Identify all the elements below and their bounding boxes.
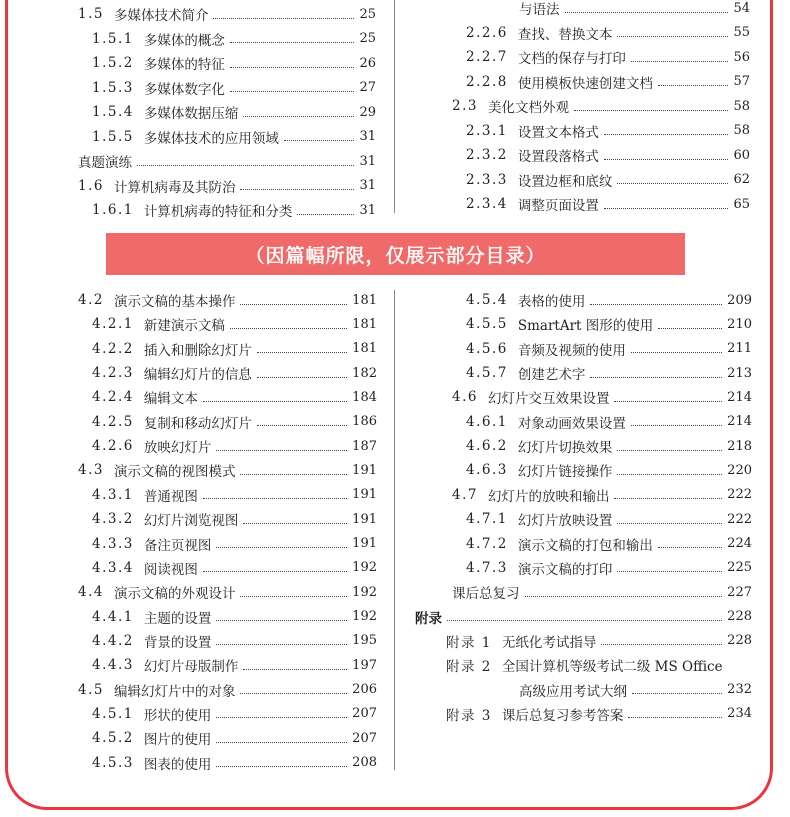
toc-page-number: 192 <box>352 560 377 576</box>
toc-title: 备注页视图 <box>143 537 212 554</box>
toc-leader-dots <box>216 450 347 451</box>
toc-page-number: 191 <box>352 536 377 551</box>
toc-leader-dots <box>631 352 722 353</box>
toc-title: 复制和移动幻灯片 <box>143 415 252 432</box>
toc-number: 1.5.4 <box>92 104 134 120</box>
toc-title: 文档的保存与打印 <box>517 51 626 67</box>
toc-entry[interactable] <box>466 508 752 530</box>
toc-number: 附录 1 <box>446 634 492 651</box>
toc-number: 4.6.1 <box>466 413 508 430</box>
toc-number: 4.4.1 <box>92 608 134 625</box>
toc-leader-dots <box>658 547 722 548</box>
toc-number: 4.6.3 <box>466 462 508 479</box>
toc-number: 4.4 <box>78 584 104 601</box>
toc-number: 4.2.1 <box>92 316 134 333</box>
toc-entry[interactable] <box>92 630 377 652</box>
toc-number: 4.2.5 <box>92 413 134 430</box>
toc-leader-dots <box>257 352 347 353</box>
toc-number: 4.5.6 <box>466 340 508 357</box>
toc-entry[interactable] <box>78 679 377 701</box>
toc-page-number: 31 <box>359 202 376 218</box>
toc-page-number: 181 <box>352 316 377 332</box>
toc-number: 4.5.5 <box>466 316 508 333</box>
toc-title: 无纸化考试指导 <box>501 634 597 651</box>
toc-leader-dots <box>617 36 728 37</box>
toc-page-number: 191 <box>352 487 377 503</box>
toc-entry[interactable] <box>92 28 376 50</box>
toc-entry[interactable] <box>92 484 377 506</box>
toc-entry[interactable] <box>92 533 377 555</box>
toc-title: 放映幻灯片 <box>143 440 212 457</box>
toc-page-number: 225 <box>727 560 752 576</box>
toc-title: 图片的使用 <box>143 732 212 749</box>
toc-number: 4.5.4 <box>466 292 508 308</box>
toc-leader-dots <box>284 140 355 141</box>
toc-leader-dots <box>216 644 347 645</box>
toc-number: 4.4.2 <box>92 632 134 649</box>
toc-title: 设置边框和底纹 <box>517 173 613 190</box>
toc-number: 4.7.3 <box>466 559 508 576</box>
toc-entry[interactable] <box>415 606 752 628</box>
toc-page-number: 26 <box>359 55 376 71</box>
toc-number: 4.3 <box>78 462 104 479</box>
toc-leader-dots <box>203 571 347 572</box>
toc-page-number: 227 <box>727 584 752 600</box>
toc-title: 调整页面设置 <box>517 198 599 214</box>
toc-title: 多媒体技术的应用领域 <box>143 130 279 147</box>
toc-entry[interactable] <box>92 606 377 628</box>
toc-leader-dots <box>216 717 347 718</box>
toc-page-number: 182 <box>352 365 377 381</box>
toc-leader-dots <box>243 116 354 117</box>
toc-entry[interactable] <box>466 313 752 335</box>
toc-leader-dots <box>216 620 347 621</box>
toc-title: 附录 <box>415 610 442 627</box>
toc-number: 4.3.2 <box>92 511 134 528</box>
toc-title: 真题演练 <box>78 155 132 171</box>
toc-page-number: 192 <box>352 609 377 625</box>
toc-title: 编辑幻灯片的信息 <box>143 367 252 384</box>
toc-page-number: 234 <box>727 706 752 722</box>
toc-page-number: 25 <box>359 6 376 22</box>
toc-number: 2.2.8 <box>466 73 508 90</box>
toc-number: 4.2 <box>78 292 104 308</box>
toc-title: 演示文稿的基本操作 <box>113 294 236 310</box>
toc-page-number: 197 <box>352 657 377 673</box>
toc-number: 附录 3 <box>446 707 492 724</box>
toc-title: 主题的设置 <box>143 610 212 627</box>
toc-title: 演示文稿的打印 <box>517 561 613 578</box>
toc-title: 演示文稿的打包和输出 <box>517 537 653 554</box>
toc-number: 4.6.2 <box>466 438 508 455</box>
toc-entry[interactable] <box>92 654 377 676</box>
toc-title: 多媒体的概念 <box>143 32 225 49</box>
toc-title: 阅读视图 <box>143 561 198 578</box>
toc-leader-dots <box>243 523 347 524</box>
toc-page-number: 186 <box>352 414 377 430</box>
toc-number: 2.3.2 <box>466 147 508 163</box>
toc-leader-dots <box>590 304 722 305</box>
toc-leader-dots <box>525 596 723 597</box>
toc-title: 幻灯片的放映和输出 <box>487 488 610 505</box>
toc-entry[interactable] <box>466 557 752 579</box>
toc-page-number: 207 <box>352 706 377 722</box>
toc-page-number: 214 <box>727 389 752 405</box>
partial-toc-banner: （因篇幅所限，仅展示部分目录） <box>106 233 685 275</box>
toc-page-number: 184 <box>352 389 377 405</box>
toc-leader-dots <box>604 208 729 209</box>
toc-entry[interactable] <box>78 289 377 311</box>
toc-entry[interactable] <box>92 703 377 725</box>
toc-page-number: 218 <box>727 438 752 454</box>
toc-leader-dots <box>240 693 347 694</box>
toc-entry[interactable] <box>92 508 377 530</box>
toc-number: 4.5.7 <box>466 365 508 382</box>
toc-leader-dots <box>617 523 722 524</box>
toc-title: 幻灯片链接操作 <box>517 464 613 481</box>
toc-title: 创建艺术字 <box>517 367 586 384</box>
toc-leader-dots <box>604 159 729 160</box>
toc-number: 2.3.1 <box>466 122 508 139</box>
toc-page-number: 207 <box>352 730 377 746</box>
toc-entry[interactable] <box>78 581 377 603</box>
toc-leader-dots <box>614 498 722 499</box>
toc-title: 对象动画效果设置 <box>517 415 626 432</box>
toc-page-number: 213 <box>727 365 752 381</box>
toc-entry[interactable] <box>78 3 376 25</box>
toc-title: 设置文本格式 <box>517 124 599 141</box>
toc-page-number: 208 <box>352 755 377 771</box>
toc-page-number: 181 <box>352 292 377 308</box>
toc-title: 多媒体技术简介 <box>113 8 209 24</box>
toc-title: 背景的设置 <box>143 634 212 651</box>
toc-entry[interactable] <box>446 654 752 676</box>
toc-leader-dots <box>243 669 347 670</box>
toc-page-number: 58 <box>733 98 750 114</box>
toc-number: 4.2.6 <box>92 438 134 455</box>
toc-leader-dots <box>240 596 347 597</box>
toc-page-number: 25 <box>359 31 376 46</box>
toc-page-number: 210 <box>727 316 752 332</box>
toc-page-number: 65 <box>733 196 750 212</box>
toc-number: 4.4.3 <box>92 657 134 674</box>
toc-leader-dots <box>632 693 722 694</box>
toc-title: 查找、替换文本 <box>517 26 613 43</box>
toc-title: 表格的使用 <box>517 294 586 310</box>
toc-page-number: 191 <box>352 462 377 478</box>
toc-number: 4.7.1 <box>466 511 508 528</box>
toc-entry[interactable] <box>466 338 752 360</box>
toc-entry[interactable] <box>92 362 377 384</box>
toc-leader-dots <box>257 377 347 378</box>
toc-number: 1.5.2 <box>92 55 134 71</box>
toc-entry[interactable] <box>92 338 377 360</box>
toc-number: 2.3.4 <box>466 196 508 212</box>
toc-entry[interactable] <box>452 95 750 117</box>
toc-title: 美化文档外观 <box>487 100 569 116</box>
toc-entry[interactable] <box>446 703 752 725</box>
toc-entry[interactable] <box>78 459 377 481</box>
toc-leader-dots <box>617 450 722 451</box>
toc-number: 4.7 <box>452 486 478 503</box>
toc-title: 全国计算机等级考试二级 MS Office <box>501 659 723 676</box>
toc-leader-dots <box>590 377 722 378</box>
toc-page-number: 222 <box>727 487 752 503</box>
toc-number: 1.6.1 <box>92 202 134 218</box>
toc-leader-dots <box>604 134 729 135</box>
toc-entry[interactable] <box>519 679 752 701</box>
toc-entry[interactable] <box>452 484 752 506</box>
toc-page-number: 62 <box>733 172 750 187</box>
toc-page-number: 31 <box>359 153 376 169</box>
toc-leader-dots <box>617 183 728 184</box>
toc-leader-dots <box>230 42 355 43</box>
toc-entry[interactable] <box>78 150 376 172</box>
toc-title: 幻灯片交互效果设置 <box>487 391 610 408</box>
toc-entry[interactable] <box>466 193 750 215</box>
toc-page-number: 209 <box>727 292 752 308</box>
toc-number: 2.2.7 <box>466 49 508 65</box>
toc-entry[interactable] <box>446 630 752 652</box>
toc-number: 2.2.6 <box>466 24 508 41</box>
toc-title: 多媒体的特征 <box>143 57 225 73</box>
toc-title: 计算机病毒及其防治 <box>113 179 236 196</box>
toc-number: 1.5 <box>78 6 104 22</box>
toc-number: 4.2.4 <box>92 389 134 406</box>
toc-entry[interactable] <box>519 0 750 19</box>
toc-leader-dots <box>631 61 729 62</box>
toc-leader-dots <box>565 12 729 13</box>
toc-leader-dots <box>213 18 354 19</box>
toc-page-number: 228 <box>727 609 752 625</box>
toc-title: 课后总复习参考答案 <box>501 707 624 724</box>
toc-number: 4.5.1 <box>92 705 134 722</box>
toc-title: 与语法 <box>519 2 560 18</box>
toc-leader-dots <box>230 67 355 68</box>
toc-entry[interactable] <box>92 557 377 579</box>
toc-title: 幻灯片切换效果 <box>517 440 613 457</box>
toc-entry[interactable] <box>92 52 376 74</box>
toc-entry[interactable] <box>466 289 752 311</box>
toc-number: 1.5.1 <box>92 30 134 47</box>
toc-number: 2.3 <box>452 98 478 114</box>
toc-entry[interactable] <box>466 120 750 142</box>
toc-leader-dots <box>240 189 354 190</box>
toc-leader-dots <box>230 91 355 92</box>
toc-title: 普通视图 <box>143 488 198 505</box>
toc-title: 计算机病毒的特征和分类 <box>143 204 293 220</box>
toc-entry[interactable] <box>466 46 750 68</box>
toc-page-number: 56 <box>733 49 750 65</box>
column-divider-bottom <box>394 290 395 770</box>
toc-page-number: 60 <box>733 147 750 163</box>
toc-entry[interactable] <box>466 362 752 384</box>
toc-number: 4.5 <box>78 681 104 698</box>
toc-page-number: 206 <box>352 682 377 698</box>
toc-number: 4.3.3 <box>92 535 134 552</box>
toc-title: 新建演示文稿 <box>143 318 225 335</box>
toc-number: 4.5.3 <box>92 754 134 771</box>
toc-number: 4.7.2 <box>466 535 508 552</box>
toc-page-number: 54 <box>733 0 750 16</box>
toc-page-number: 195 <box>352 633 377 649</box>
toc-title: 高级应用考试大纲 <box>519 683 627 700</box>
toc-entry[interactable] <box>452 386 752 408</box>
toc-title: 设置段落格式 <box>517 149 599 165</box>
toc-page-number: 55 <box>733 25 750 40</box>
toc-leader-dots <box>216 547 347 548</box>
toc-number: 4.3.1 <box>92 486 134 503</box>
toc-leader-dots <box>574 110 728 111</box>
toc-page-number: 187 <box>352 438 377 454</box>
toc-title: 编辑幻灯片中的对象 <box>113 683 236 700</box>
toc-entry[interactable] <box>466 144 750 166</box>
toc-page-number: 228 <box>727 633 752 649</box>
toc-page-number: 214 <box>727 414 752 430</box>
toc-page-number: 31 <box>359 129 376 144</box>
toc-entry[interactable] <box>466 411 752 433</box>
toc-title: 图表的使用 <box>143 756 212 773</box>
toc-page-number: 222 <box>727 511 752 527</box>
toc-page-number: 57 <box>733 74 750 89</box>
toc-entry[interactable] <box>92 411 377 433</box>
toc-number: 4.5.2 <box>92 730 134 747</box>
toc-leader-dots <box>601 644 722 645</box>
toc-leader-dots <box>447 620 722 621</box>
toc-leader-dots <box>658 85 729 86</box>
toc-leader-dots <box>203 401 347 402</box>
toc-entry[interactable] <box>92 101 376 123</box>
toc-entry[interactable] <box>92 752 377 774</box>
toc-title: SmartArt 图形的使用 <box>517 318 654 335</box>
column-divider-top <box>394 0 395 213</box>
toc-entry[interactable] <box>78 175 376 197</box>
toc-title: 音频及视频的使用 <box>517 342 626 359</box>
toc-page-number: 29 <box>359 104 376 120</box>
toc-number: 4.6 <box>452 389 478 406</box>
toc-entry[interactable] <box>466 169 750 191</box>
toc-entry[interactable] <box>92 386 377 408</box>
toc-leader-dots <box>614 401 722 402</box>
toc-leader-dots <box>658 328 722 329</box>
toc-page-number: 192 <box>352 584 377 600</box>
toc-page-number: 31 <box>359 178 376 193</box>
toc-entry[interactable] <box>92 435 377 457</box>
toc-leader-dots <box>257 425 347 426</box>
toc-entry[interactable] <box>466 533 752 555</box>
toc-number: 2.3.3 <box>466 171 508 188</box>
toc-leader-dots <box>203 498 347 499</box>
toc-number: 4.2.2 <box>92 340 134 357</box>
toc-title: 幻灯片母版制作 <box>143 659 239 676</box>
toc-number: 附录 2 <box>446 659 492 676</box>
toc-number: 1.5.3 <box>92 79 134 96</box>
toc-number: 4.2.3 <box>92 365 134 382</box>
toc-leader-dots <box>631 425 722 426</box>
toc-leader-dots <box>297 214 354 215</box>
toc-title: 编辑文本 <box>143 391 198 408</box>
toc-page-number: 191 <box>352 511 377 527</box>
toc-entry[interactable] <box>92 199 376 221</box>
toc-page-number: 232 <box>727 682 752 698</box>
toc-leader-dots <box>240 474 347 475</box>
toc-number: 1.6 <box>78 177 104 194</box>
toc-leader-dots <box>617 571 722 572</box>
toc-leader-dots <box>230 328 347 329</box>
toc-title: 课后总复习 <box>452 586 520 603</box>
toc-title: 多媒体数据压缩 <box>143 106 239 122</box>
toc-page-number: 27 <box>359 80 376 95</box>
toc-leader-dots <box>216 766 347 767</box>
toc-number: 4.3.4 <box>92 559 134 576</box>
toc-title: 幻灯片放映设置 <box>517 513 613 530</box>
toc-title: 多媒体数字化 <box>143 81 225 98</box>
toc-entry[interactable] <box>92 727 377 749</box>
toc-title: 演示文稿的视图模式 <box>113 464 236 481</box>
toc-entry[interactable] <box>92 313 377 335</box>
toc-title: 插入和删除幻灯片 <box>143 342 252 359</box>
toc-leader-dots <box>137 165 354 166</box>
toc-entry[interactable] <box>92 77 376 99</box>
toc-title: 幻灯片浏览视图 <box>143 513 239 530</box>
toc-entry[interactable] <box>466 435 752 457</box>
toc-entry[interactable] <box>466 71 750 93</box>
toc-page-number: 220 <box>727 462 752 478</box>
toc-page-number: 181 <box>352 341 377 357</box>
toc-leader-dots <box>617 474 722 475</box>
toc-entry[interactable] <box>92 126 376 148</box>
toc-entry[interactable] <box>466 459 752 481</box>
toc-number: 1.5.5 <box>92 128 134 145</box>
toc-leader-dots <box>240 304 347 305</box>
toc-page-number: 224 <box>727 536 752 551</box>
toc-page-number: 211 <box>727 341 752 357</box>
toc-entry[interactable] <box>452 581 752 603</box>
toc-title: 使用模板快速创建文档 <box>517 75 653 92</box>
toc-title: 演示文稿的外观设计 <box>113 586 236 603</box>
toc-entry[interactable] <box>466 22 750 44</box>
toc-title: 形状的使用 <box>143 707 212 724</box>
toc-page-number: 58 <box>733 123 750 138</box>
toc-leader-dots <box>628 717 722 718</box>
toc-leader-dots <box>216 742 347 743</box>
